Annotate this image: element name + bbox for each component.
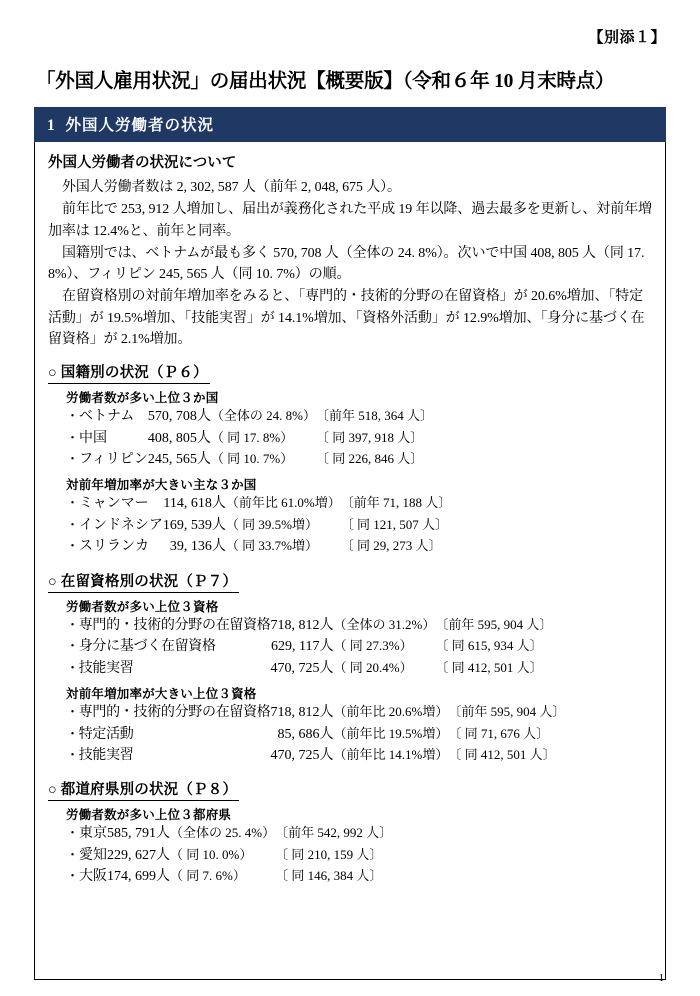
group-prefecture [48,778,652,888]
sub-heading: 労働者数が多い上位３都府県 [66,808,232,823]
row-unit: 人 [319,660,334,676]
row-value: 718, 812 [270,617,320,633]
row-value: 470, 725 [270,747,320,763]
row-label [66,846,107,867]
row-label [66,659,271,680]
row-previous: 〔 同 226, 846 人〕 [316,451,424,466]
table-row [66,725,565,746]
row-value: 718, 812 [270,705,320,721]
row-previous: 〔前年 595, 904 人〕 [448,704,566,720]
table-row [66,494,451,515]
table-row [66,824,392,845]
row-unit: 人 [211,539,226,555]
data-table [66,616,552,680]
row-unit: 人 [211,496,226,512]
data-table [66,824,392,888]
row-percent: （前年比 61.0%増） [225,495,341,511]
row-label-text: フィリピン [79,452,148,467]
row-unit: 人 [319,617,334,633]
table-row [66,537,451,558]
row-percent: （ 同 20.4%） [333,659,413,675]
row-label [66,407,148,428]
paragraph: 外国人労働者数は 2, 302, 587 人（前年 2, 048, 675 人）。 [62,180,401,195]
row-value: 585, 791 [107,826,157,842]
row-label-text: 専門的・技術的分野の在留資格 [78,617,271,633]
row-label-text: 東京 [79,826,108,842]
row-label-text: 特定活動 [78,726,134,742]
group-heading: ○ 国籍別の状況（Ｐ６） [48,361,210,384]
table-row [66,746,565,767]
paragraph: 前年比で 253, 912 人増加し、届出が義務化された平成 19 年以降、過去最多を更新し、対前年増加率は 12.4%と、前年と同率。 [48,202,652,239]
row-unit: 人 [211,517,226,533]
row-label-text: ミャンマー [79,496,149,512]
row-unit: 人 [156,826,171,842]
group-heading: ○ 都道府県別の状況（Ｐ８） [48,778,239,801]
row-unit: 人 [319,747,334,763]
row-label-text: 中国 [79,430,108,446]
table-row [66,616,552,637]
row-unit: 人 [196,409,211,425]
row-label-text: インドネシア [79,517,163,533]
group-nationality [48,361,652,559]
row-unit: 人 [156,847,171,863]
row-percent: （ 同 33.7%増） [225,538,318,554]
group-heading: ○ 在留資格別の状況（Ｐ７） [48,570,239,593]
row-label-text: 技能実習 [78,660,134,676]
table-row [66,659,552,680]
row-label [66,637,271,658]
row-label-text: 身分に基づく在留資格 [78,639,216,655]
row-unit: 人 [319,705,334,721]
row-value: 85, 686 [277,726,320,742]
row-value: 470, 725 [270,660,320,676]
row-percent: （ 同 17. 8%） [210,429,294,445]
section-title: 外国人労働者の状況 [65,117,215,134]
row-value: 114, 618 [163,496,212,512]
table-row [66,450,433,471]
sub-heading: 対前年増加率が大きい主な３か国 [66,478,257,493]
row-label-text: 愛知 [79,847,108,863]
row-value: 39, 136 [169,539,212,555]
row-value: 169, 539 [162,517,212,533]
row-value: 629, 117 [271,639,320,655]
row-unit: 人 [196,452,211,467]
row-label [66,450,148,471]
row-previous: 〔前年 542, 992 人〕 [275,825,393,841]
section-body [34,142,666,980]
lead-title: 外国人労働者の状況について [48,155,237,171]
row-previous: 〔 同 412, 501 人〕 [448,746,556,762]
row-label [66,725,271,746]
row-value: 245, 565 [147,452,197,467]
row-previous: 〔 同 397, 918 人〕 [316,429,424,445]
page-title: 「外国人雇用状況」の届出状況【概要版】（令和６年 10 月末時点） [36,71,615,92]
data-table [66,494,451,558]
row-percent: （ 同 7. 6%） [170,868,246,884]
row-unit: 人 [156,869,171,885]
data-table [66,703,565,767]
table-row [66,516,451,537]
page-number: 1 [658,972,664,984]
row-label [66,537,163,558]
data-table [66,407,433,471]
row-percent: （前年比 14.1%増） [333,746,449,762]
row-value: 408, 805 [147,430,197,446]
row-label-text: 技能実習 [78,747,134,763]
row-percent: （ 同 10. 7%） [210,451,294,466]
row-previous: 〔 同 71, 676 人〕 [448,725,550,741]
table-row [66,429,433,450]
row-previous: 〔 同 29, 273 人〕 [340,538,442,554]
row-percent: （ 同 39.5%増） [225,516,318,532]
row-percent: （前年比 20.6%増） [333,704,449,720]
table-row [66,703,565,724]
row-label-text: スリランカ [79,539,150,555]
sub-heading: 労働者数が多い上位３資格 [66,599,219,614]
row-percent: （全体の 24. 8%） [210,408,316,424]
row-value: 174, 699 [107,869,157,885]
row-previous: 〔 同 210, 159 人〕 [275,846,383,862]
row-label [66,867,107,888]
row-label [66,616,271,637]
row-label [66,494,163,515]
row-previous: 〔前年 595, 904 人〕 [435,616,553,632]
row-previous: 〔前年 518, 364 人〕 [316,408,434,424]
section-number: 1 [47,117,56,134]
row-unit: 人 [319,639,334,655]
row-value: 229, 627 [107,847,157,863]
row-previous: 〔 同 615, 934 人〕 [435,638,543,654]
row-unit: 人 [319,726,334,742]
row-percent: （全体の 25. 4%） [170,825,276,841]
row-label-text: ベトナム [79,409,135,425]
row-label [66,429,148,450]
row-previous: 〔前年 71, 188 人〕 [340,495,452,511]
row-unit: 人 [196,430,211,446]
row-label-text: 大阪 [79,869,108,885]
attachment-tag: 【別添１】 [588,30,666,46]
row-percent: （前年比 19.5%増） [333,725,449,741]
table-row [66,846,392,867]
paragraph: 国籍別では、ベトナムが最も多く 570, 708 人（全体の 24. 8%）。次いで中国 408, 805 人（同 17. 8%）、フィリピン 245, 565 人（同 10. 7%）の順。 [48,245,645,283]
table-row [66,407,433,428]
section-header [34,107,666,142]
group-residence-status [48,570,652,768]
row-percent: （ 同 27.3%） [333,638,413,654]
table-row [66,867,392,888]
table-row [66,637,552,658]
row-percent: （全体の 31.2%） [333,616,436,632]
row-label [66,516,163,537]
sub-heading: 対前年増加率が大きい上位３資格 [66,687,257,702]
row-previous: 〔 同 412, 501 人〕 [435,659,543,675]
row-value: 570, 708 [147,409,197,425]
row-label [66,824,107,845]
row-previous: 〔 同 121, 507 人〕 [340,516,448,532]
row-percent: （ 同 10. 0%） [170,846,253,862]
row-label [66,703,271,724]
row-previous: 〔 同 146, 384 人〕 [275,868,383,884]
sub-heading: 労働者数が多い上位３か国 [66,391,219,406]
row-label [66,746,271,767]
paragraph: 在留資格別の対前年増加率をみると、「専門的・技術的分野の在留資格」が 20.6%増加、「特定活動」が 19.5%増加、「技能実習」が 14.1%増加、「資格外活動」が 12.9%増加、「身分に基づく在留資格」が 2.1%増加。 [48,289,645,347]
row-label-text: 専門的・技術的分野の在留資格 [78,705,271,721]
